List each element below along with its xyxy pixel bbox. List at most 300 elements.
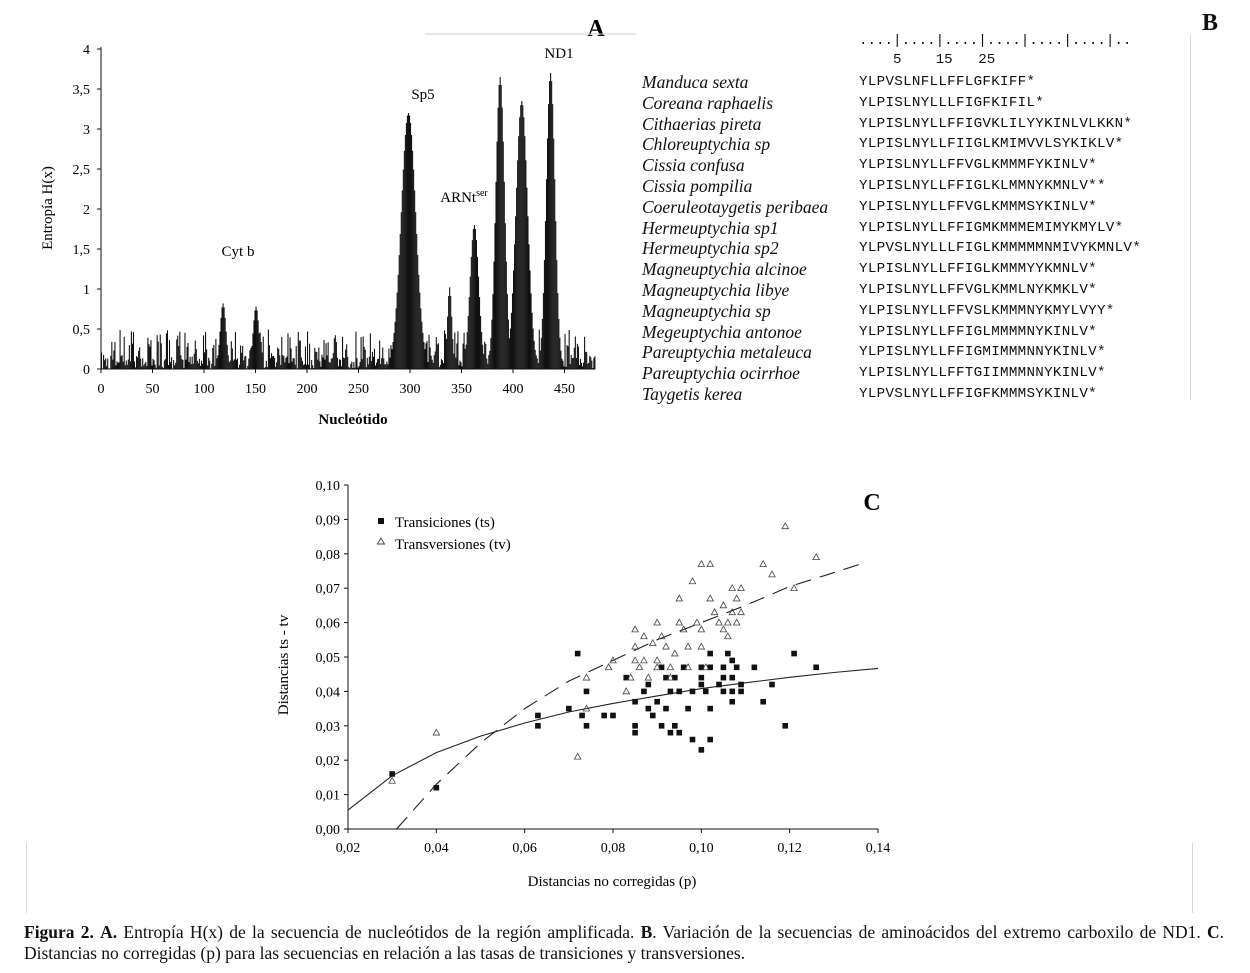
entropy-bar: [161, 343, 162, 369]
entropy-bar: [503, 142, 504, 369]
entropy-bar: [486, 358, 487, 369]
entropy-bar: [380, 364, 381, 369]
entropy-bar: [167, 330, 168, 369]
entropy-bar: [502, 108, 503, 369]
entropy-bar: [520, 105, 521, 369]
entropy-bar: [282, 355, 283, 369]
entropy-bar: [309, 344, 310, 369]
entropy-bar: [488, 355, 489, 369]
entropy-bar: [536, 355, 537, 369]
entropy-bar: [147, 338, 148, 369]
entropy-bar: [177, 336, 178, 369]
entropy-bar: [490, 338, 491, 369]
entropy-bar: [560, 351, 561, 369]
entropy-bar: [384, 364, 385, 369]
entropy-bar: [351, 362, 352, 369]
entropy-bar: [411, 135, 412, 369]
entropy-bar: [390, 345, 391, 369]
entropy-bar: [229, 362, 230, 369]
entropy-bar: [515, 216, 516, 369]
entropy-bar: [323, 340, 324, 369]
entropy-bar: [125, 365, 126, 369]
entropy-bar: [130, 361, 131, 369]
y-axis-label: Entropía H(x): [40, 166, 56, 250]
entropy-bar: [572, 358, 573, 369]
entropy-bar: [319, 361, 320, 369]
entropy-bar: [491, 320, 492, 369]
ts-point: [610, 713, 616, 719]
entropy-bar: [506, 262, 507, 369]
entropy-bar: [577, 344, 578, 369]
tv-point: [782, 523, 788, 529]
ts-point: [699, 682, 705, 688]
entropy-bar: [540, 351, 541, 369]
a-x-tick-label: 150: [245, 382, 266, 397]
entropy-bar: [182, 360, 183, 369]
entropy-bar: [524, 136, 525, 369]
entropy-bar: [371, 361, 372, 369]
entropy-bar: [260, 332, 261, 369]
entropy-bar: [243, 360, 244, 369]
entropy-bar: [415, 212, 416, 369]
entropy-bar: [498, 108, 499, 369]
entropy-bar: [561, 359, 562, 369]
entropy-bar: [359, 366, 360, 369]
entropy-bar: [116, 361, 117, 369]
entropy-bar: [574, 348, 575, 369]
entropy-bar: [528, 244, 529, 369]
a-x-tick-label: 50: [145, 382, 160, 397]
ts-point: [641, 689, 647, 695]
entropy-bar: [541, 338, 542, 369]
entropy-bar: [223, 303, 224, 369]
a-x-tick-label: 400: [502, 382, 524, 397]
entropy-bar: [321, 355, 322, 369]
entropy-bar: [326, 343, 327, 369]
entropy-bar: [138, 351, 139, 369]
species-name: Magneuptychia libye: [642, 280, 790, 300]
entropy-bar: [143, 365, 144, 369]
ts-point: [672, 675, 678, 681]
entropy-bar: [327, 355, 328, 369]
entropy-bar: [337, 358, 338, 369]
entropy-bar: [445, 334, 446, 369]
caption-b-text: . Variación de la secuencias de aminoácidos del extremo carboxilo de ND1.: [652, 922, 1207, 942]
annotation-cytb: Cyt b: [221, 244, 255, 260]
entropy-bar: [437, 344, 438, 369]
entropy-bar: [478, 277, 479, 369]
panel-c: [260, 465, 900, 905]
ts-point: [566, 706, 572, 712]
entropy-bar: [139, 347, 140, 369]
entropy-bar: [183, 368, 184, 369]
amino-acid-sequence: YLPISLNYLLFFVGLKMMLNYKMKLV*: [859, 282, 1097, 298]
entropy-bar: [434, 355, 435, 369]
entropy-bar: [281, 337, 282, 369]
entropy-bar: [131, 331, 132, 369]
entropy-bar: [424, 349, 425, 369]
entropy-bar: [485, 344, 486, 369]
tv-point: [698, 561, 704, 567]
entropy-bar: [365, 350, 366, 369]
entropy-bar: [233, 361, 234, 369]
entropy-bar: [416, 234, 417, 369]
legend-label-ts: Transiciones (ts): [395, 515, 495, 531]
ts-point: [668, 689, 674, 695]
amino-acid-sequence: YLPISLNYLLFFIGMIMMMNNYKINLV*: [859, 344, 1106, 361]
entropy-bar: [444, 330, 445, 369]
entropy-bar: [150, 340, 151, 369]
entropy-bar: [314, 348, 315, 369]
entropy-bar: [307, 332, 308, 369]
entropy-bar: [308, 365, 309, 369]
entropy-bar: [103, 355, 104, 369]
entropy-bar: [316, 352, 317, 369]
tv-point: [733, 595, 739, 601]
entropy-bar: [550, 73, 551, 369]
entropy-bar: [289, 337, 290, 369]
entropy-bar: [159, 365, 160, 369]
entropy-bar: [562, 361, 563, 369]
amino-acid-sequence: YLPISLNYLLFFVGLKMMMSYKINLV*: [859, 198, 1097, 215]
entropy-bar: [554, 179, 555, 369]
c-x-axis-label: Distancias no corregidas (p): [527, 874, 697, 890]
entropy-bar: [173, 360, 174, 369]
entropy-bar: [291, 348, 292, 369]
entropy-bar: [333, 353, 334, 369]
entropy-bar: [583, 363, 584, 369]
entropy-bar: [569, 330, 570, 369]
entropy-bar: [410, 123, 411, 369]
entropy-bar: [460, 362, 461, 369]
species-name: Megeuptychia antonoe: [642, 321, 802, 342]
entropy-bar: [370, 333, 371, 369]
entropy-bar: [425, 343, 426, 369]
entropy-bar: [304, 364, 305, 369]
entropy-bar: [226, 332, 227, 369]
entropy-bar: [269, 345, 270, 369]
caption-a-label: A.: [100, 922, 118, 942]
entropy-bar: [403, 170, 404, 369]
entropy-bar: [500, 77, 501, 369]
entropy-bar: [512, 293, 513, 369]
entropy-bar: [459, 361, 460, 369]
entropy-bar: [263, 337, 264, 369]
tv-point: [605, 664, 611, 670]
entropy-bar: [385, 364, 386, 369]
entropy-bar: [464, 333, 465, 369]
entropy-bar: [511, 313, 512, 369]
entropy-bar: [317, 360, 318, 369]
entropy-bar: [117, 363, 118, 369]
tv-point: [583, 674, 589, 680]
entropy-bar: [144, 364, 145, 369]
entropy-bar: [164, 360, 165, 369]
entropy-bar: [113, 350, 114, 369]
entropy-bar: [397, 293, 398, 369]
entropy-bar: [377, 359, 378, 369]
entropy-bar: [271, 353, 272, 369]
entropy-bar: [105, 358, 106, 369]
entropy-bar: [592, 368, 593, 369]
entropy-bar: [532, 313, 533, 369]
c-y-tick-label: 0,04: [315, 685, 340, 701]
entropy-bar: [398, 275, 399, 369]
ts-fit-line: [348, 668, 878, 810]
amino-acid-sequence: YLPVSLNFLLFFLGFKIFF*: [859, 74, 1036, 90]
entropy-bar: [181, 359, 182, 369]
entropy-bar: [353, 362, 354, 369]
entropy-bar: [375, 366, 376, 369]
entropy-bar: [462, 366, 463, 369]
a-y-tick-label: 3: [83, 123, 90, 138]
amino-acid-sequence: YLPVSLNYLLLFIGLKMMMMMNMIVYKMNLV*: [859, 240, 1142, 257]
entropy-bar: [343, 358, 344, 369]
entropy-bar: [237, 358, 238, 369]
entropy-bar: [120, 330, 121, 369]
entropy-bar: [190, 357, 191, 369]
entropy-bar: [355, 332, 356, 369]
a-x-tick-label: 450: [554, 382, 575, 397]
entropy-bar: [270, 358, 271, 369]
entropy-bar: [567, 345, 568, 369]
annotation-nd1: ND1: [544, 46, 574, 62]
entropy-bar: [201, 361, 202, 369]
tv-point: [738, 585, 744, 591]
entropy-bar: [127, 365, 128, 369]
ts-point: [668, 730, 674, 736]
entropy-bar: [205, 332, 206, 369]
entropy-bar: [121, 356, 122, 369]
a-x-tick-label: 350: [451, 382, 472, 397]
species-name: Hermeuptychia sp1: [642, 217, 779, 238]
entropy-bar: [392, 342, 393, 369]
species-name: Manduca sexta: [642, 72, 749, 92]
c-y-tick-label: 0,01: [315, 788, 340, 804]
entropy-bar: [344, 358, 345, 369]
entropy-bar: [146, 366, 147, 369]
entropy-bar: [453, 354, 454, 369]
entropy-bar: [169, 340, 170, 369]
entropy-bar: [175, 363, 176, 369]
panel-c-fit-lines: [348, 564, 878, 829]
a-x-tick-label: 300: [399, 382, 421, 397]
entropy-bar: [160, 335, 161, 369]
entropy-bar: [142, 358, 143, 369]
entropy-bar: [198, 363, 199, 369]
entropy-bar: [312, 365, 313, 369]
entropy-bar: [469, 297, 470, 369]
entropy-bar: [238, 368, 239, 369]
entropy-bar: [200, 366, 201, 369]
entropy-bar: [168, 365, 169, 369]
entropy-bar: [418, 275, 419, 369]
panel-a: [0, 0, 640, 440]
entropy-bar: [446, 339, 447, 369]
ts-point: [601, 713, 607, 719]
entropy-bar: [354, 368, 355, 369]
ts-point: [738, 689, 744, 695]
entropy-bar: [272, 356, 273, 369]
legend-label-tv: Transversiones (tv): [395, 537, 511, 553]
entropy-bar: [335, 335, 336, 369]
entropy-bar: [472, 240, 473, 369]
entropy-bar: [248, 359, 249, 369]
a-y-tick-label: 3,5: [72, 83, 90, 98]
entropy-bar: [557, 293, 558, 369]
entropy-bar: [382, 348, 383, 369]
entropy-bar: [589, 356, 590, 369]
entropy-bar: [209, 361, 210, 369]
ts-point: [721, 665, 727, 671]
entropy-bar: [451, 317, 452, 369]
entropy-bar: [465, 349, 466, 369]
entropy-bar: [383, 358, 384, 369]
entropy-bar: [211, 364, 212, 369]
entropy-bar: [542, 319, 543, 369]
entropy-bar: [487, 364, 488, 369]
entropy-bar: [457, 331, 458, 369]
entropy-bar: [473, 229, 474, 369]
entropy-bar: [306, 365, 307, 369]
entropy-bar: [341, 366, 342, 369]
species-name: Cithaerias pireta: [642, 113, 762, 134]
entropy-bar: [368, 364, 369, 369]
entropy-bar: [284, 362, 285, 369]
species-name: Coreana raphaelis: [642, 92, 774, 113]
entropy-bar: [155, 365, 156, 369]
entropy-bar: [135, 367, 136, 369]
c-x-tick-label: 0,02: [335, 841, 361, 856]
entropy-bar: [419, 293, 420, 369]
c-x-tick-label: 0,12: [777, 841, 802, 856]
ts-point: [663, 675, 669, 681]
ts-point: [646, 682, 652, 688]
entropy-bar: [426, 341, 427, 369]
entropy-bar: [587, 364, 588, 369]
entropy-bar: [153, 359, 154, 369]
entropy-bar: [267, 367, 268, 369]
entropy-bar: [582, 366, 583, 369]
entropy-bar: [115, 365, 116, 369]
c-y-tick-label: 0,03: [315, 719, 340, 735]
a-y-tick-label: 2,5: [72, 163, 90, 178]
entropy-bar: [391, 349, 392, 369]
amino-acid-sequence: YLPVSLNYLLFFIGFKMMMSYKINLV*: [859, 386, 1097, 402]
entropy-bar: [555, 221, 556, 369]
entropy-bar: [499, 85, 500, 369]
ts-point: [782, 723, 788, 729]
entropy-bar: [448, 296, 449, 369]
ts-point: [760, 699, 766, 705]
entropy-bar: [399, 255, 400, 369]
entropy-bar: [311, 360, 312, 369]
entropy-bar: [534, 341, 535, 369]
entropy-bar: [208, 358, 209, 369]
ts-point: [729, 675, 735, 681]
entropy-bar: [162, 367, 163, 369]
ts-point: [632, 730, 638, 736]
c-x-tick-label: 0,08: [600, 841, 626, 856]
amino-acid-sequence: YLPISLNYLLLFIGFKIFIL*: [859, 94, 1045, 111]
entropy-bar: [264, 368, 265, 369]
entropy-bar: [285, 358, 286, 369]
caption-c-label: C: [1207, 922, 1220, 942]
entropy-bar: [189, 362, 190, 369]
entropy-bar: [214, 366, 215, 369]
amino-acid-sequence: YLPISLNYLLFIIGLKMIMVVLSYKIKLV*: [859, 136, 1124, 153]
entropy-bar: [507, 294, 508, 369]
entropy-bar: [220, 318, 221, 369]
entropy-bar: [275, 367, 276, 369]
entropy-bar: [294, 358, 295, 369]
entropy-bar: [412, 151, 413, 369]
entropy-bar: [239, 365, 240, 369]
c-x-tick-label: 0,04: [424, 841, 449, 856]
entropy-bar: [170, 362, 171, 369]
entropy-bar: [400, 234, 401, 369]
entropy-bar: [546, 179, 547, 369]
figure-caption: [24, 922, 1224, 964]
tv-point: [433, 729, 439, 735]
entropy-bar: [288, 363, 289, 369]
entropy-bar: [543, 293, 544, 369]
ts-point: [632, 723, 638, 729]
entropy-bar: [171, 357, 172, 369]
c-y-tick-label: 0,05: [315, 651, 340, 666]
entropy-bar: [401, 212, 402, 369]
sequence-ruler-numbers: 5 15 25: [859, 52, 996, 68]
species-name: Taygetis kerea: [642, 384, 743, 404]
entropy-bar: [443, 363, 444, 369]
entropy-bar: [266, 361, 267, 369]
entropy-bar: [525, 160, 526, 369]
entropy-bar: [531, 293, 532, 369]
species-name: Coeruleotaygetis peribaea: [642, 196, 829, 217]
entropy-bar: [378, 359, 379, 369]
entropy-bar: [158, 342, 159, 369]
ts-point: [650, 713, 656, 719]
ts-point: [663, 706, 669, 712]
c-y-tick-label: 0,07: [315, 582, 340, 598]
entropy-bar: [376, 363, 377, 369]
tv-point: [720, 602, 726, 608]
c-y-axis-label: Distancias ts - tv: [276, 614, 292, 716]
entropy-bar: [475, 229, 476, 369]
a-x-tick-label: 100: [193, 382, 215, 397]
entropy-bar: [253, 320, 254, 369]
entropy-bar: [585, 352, 586, 369]
entropy-bar: [301, 358, 302, 369]
ts-point: [632, 699, 638, 705]
entropy-bar: [480, 316, 481, 369]
entropy-bar: [591, 361, 592, 369]
entropy-bar: [283, 356, 284, 369]
entropy-bar: [101, 352, 102, 369]
entropy-bar: [119, 362, 120, 369]
entropy-bar: [594, 356, 595, 369]
entropy-bar: [467, 332, 468, 369]
tv-point: [769, 571, 775, 577]
entropy-bar: [339, 359, 340, 369]
entropy-bar: [477, 257, 478, 369]
tv-point: [654, 657, 660, 663]
entropy-bar: [420, 308, 421, 369]
ts-point: [707, 737, 713, 743]
entropy-bar: [580, 359, 581, 369]
entropy-bar: [439, 367, 440, 369]
entropy-bar: [218, 345, 219, 369]
